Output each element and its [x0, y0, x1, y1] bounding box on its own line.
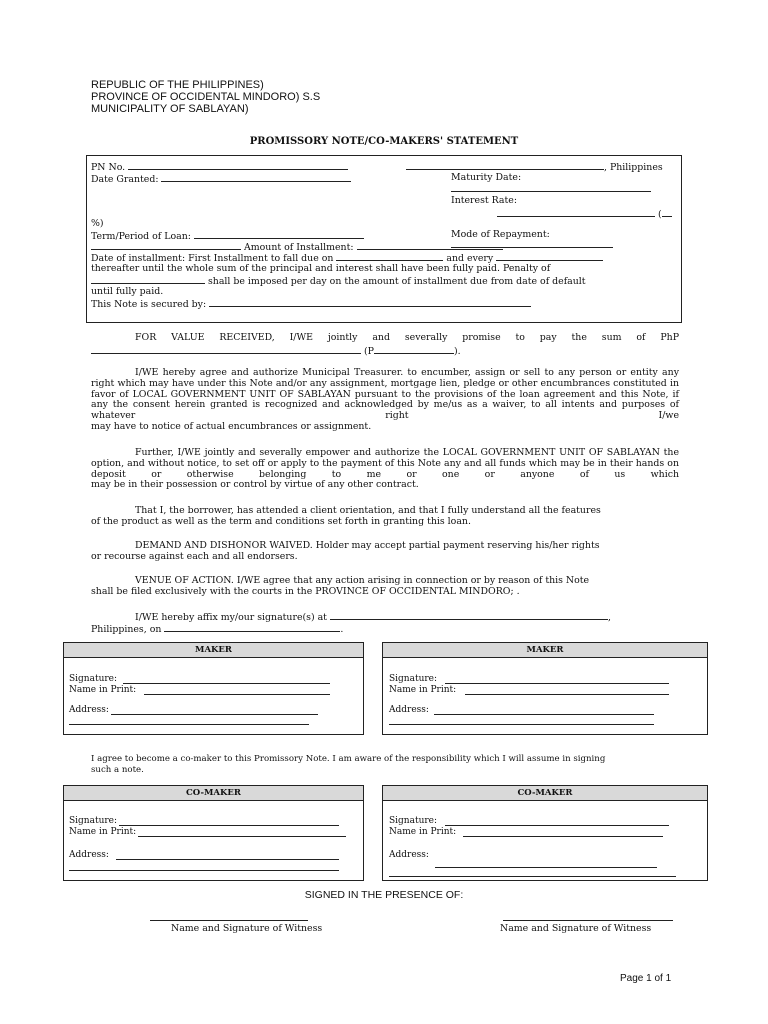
date-installment-label: Date of installment: First Installment to fall due on — [91, 253, 334, 264]
empower-paragraph — [91, 448, 679, 491]
header-line-3: MUNICIPALITY OF SABLAYAN) — [91, 103, 249, 115]
every-field[interactable] — [496, 251, 603, 261]
secured-label: This Note is secured by: — [91, 299, 207, 310]
comaker-1-address-field-2[interactable] — [69, 870, 339, 871]
comaker-1-address-label: Address: — [69, 850, 109, 860]
dishonor-paragraph-end: or recourse against each and all endorsers. — [91, 550, 298, 562]
thereafter-text: thereafter until the whole sum of the principal and interest shall have been fully paid. Penalty of — [91, 263, 551, 274]
interest-paren: ( — [657, 209, 662, 220]
comaker-2-address-label: Address: — [389, 850, 429, 860]
mode-row — [451, 229, 550, 241]
amount-installment-label: Amount of Installment: — [243, 242, 354, 253]
php-paren: (P — [363, 345, 374, 357]
comaker-1-address-field[interactable] — [116, 859, 339, 860]
first-installment-field[interactable] — [336, 251, 443, 261]
php-figure-field[interactable] — [374, 344, 454, 354]
place-field[interactable] — [406, 160, 604, 170]
interest-percent-field[interactable] — [662, 207, 672, 217]
interest-rate-label: Interest Rate: — [451, 195, 517, 206]
dishonor-paragraph-main: DEMAND AND DISHONOR WAIVED. Holder may accept partial payment reserving his/her rights — [135, 540, 600, 551]
maker-box-2-heading: MAKER — [383, 643, 707, 658]
date-granted-row — [91, 172, 351, 186]
orientation-paragraph-end: of the product as well as the term and conditions set forth in granting this loan. — [91, 515, 471, 527]
venue-paragraph-main: VENUE OF ACTION. I/WE agree that any action arising in connection or by reason of this Note — [135, 575, 590, 586]
affix-label: I/WE hereby affix my/our signature(s) at — [135, 612, 327, 623]
page-number: Page 1 of 1 — [620, 973, 672, 984]
comaker-2-name-label: Name in Print: — [389, 827, 457, 837]
maker-2-signature-label: Signature: — [389, 674, 438, 684]
witness-1-label: Name and Signature of Witness — [171, 923, 323, 934]
php-words-field[interactable] — [91, 344, 361, 354]
interest-rate-field[interactable] — [497, 207, 655, 217]
value-received-paragraph — [91, 333, 679, 358]
maker-box-1-heading: MAKER — [64, 643, 363, 658]
comaker-2-signature-label: Signature: — [389, 816, 438, 826]
amount-installment-field[interactable] — [357, 240, 503, 250]
maker-box-2 — [382, 642, 708, 735]
header-line-1: REPUBLIC OF THE PHILIPPINES) — [91, 79, 264, 91]
penalty-row — [91, 274, 586, 288]
authorize-paragraph-end: may have to notice of actual encumbrances or assignment. — [91, 420, 372, 432]
comaker-1-signature-field[interactable] — [119, 825, 339, 826]
header-line-2: PROVINCE OF OCCIDENTAL MINDORO) S.S — [91, 91, 321, 103]
value-received-text: FOR VALUE RECEIVED, I/WE jointly and severally promise to pay the sum of PhP — [135, 332, 679, 343]
comaker-1-name-label: Name in Print: — [69, 827, 137, 837]
date-granted-label: Date Granted: — [91, 174, 159, 185]
philippines-on-label: Philippines, on — [91, 624, 162, 635]
philippines-label: , Philippines — [604, 162, 663, 173]
maker-1-name-label: Name in Print: — [69, 685, 137, 695]
maker-2-signature-field[interactable] — [445, 683, 669, 684]
affix-place-field[interactable] — [330, 610, 608, 620]
maker-2-name-field[interactable] — [465, 694, 669, 695]
installment-prefix-field[interactable] — [91, 240, 241, 250]
philippines-on-row: Philippines, on . — [91, 624, 344, 635]
authorize-paragraph — [91, 368, 679, 433]
maker-2-address-field[interactable] — [434, 714, 654, 715]
imposed-text: shall be imposed per day on the amount of installment due from date of default — [207, 276, 586, 287]
term-field[interactable] — [194, 229, 364, 239]
secured-field[interactable] — [209, 297, 531, 307]
witness-1-signature-line[interactable] — [150, 920, 308, 921]
venue-paragraph-end: shall be filed exclusively with the courts in the PROVINCE OF OCCIDENTAL MINDORO; . — [91, 585, 520, 597]
maker-2-name-label: Name in Print: — [389, 685, 457, 695]
value-received-amount-row — [91, 344, 679, 358]
until-paid-text: until fully paid. — [91, 286, 164, 297]
comaker-box-1-heading: CO-MAKER — [64, 786, 363, 801]
comaker-2-signature-field[interactable] — [445, 825, 669, 826]
comaker-box-2-heading: CO-MAKER — [383, 786, 707, 801]
comaker-agreement — [91, 754, 605, 776]
maker-1-signature-label: Signature: — [69, 674, 118, 684]
pn-no-field[interactable] — [128, 160, 348, 170]
dishonor-paragraph — [91, 541, 679, 563]
comaker-box-2 — [382, 785, 708, 881]
comaker-box-1 — [63, 785, 364, 881]
maker-2-address-label: Address: — [389, 705, 429, 715]
maker-1-name-field[interactable] — [144, 694, 330, 695]
pn-no-label: PN No. — [91, 162, 126, 173]
comaker-2-address-field-2[interactable] — [389, 876, 676, 877]
orientation-paragraph-main: That I, the borrower, has attended a client orientation, and that I fully understand all the features — [135, 505, 601, 516]
penalty-field[interactable] — [91, 274, 205, 284]
maker-2-address-field-2[interactable] — [389, 724, 654, 725]
mode-label: Mode of Repayment: — [451, 229, 550, 240]
venue-paragraph — [91, 576, 679, 598]
empower-paragraph-end: may be in their possession or control by virtue of any other contract. — [91, 479, 419, 491]
comaker-1-name-field[interactable] — [138, 836, 346, 837]
witness-2-signature-line[interactable] — [503, 920, 673, 921]
interest-rate-row — [497, 207, 672, 221]
maker-box-1 — [63, 642, 364, 735]
affix-date-field[interactable] — [164, 622, 340, 632]
percent-label: %) — [91, 218, 104, 229]
empower-paragraph-main: Further, I/WE jointly and severally empower and authorize the LOCAL GOVERNMENT UNIT OF SABLAYAN the option, and without notice, to set off or apply to the payment of this Note any and all funds which may be in their hands on deposit or otherwise belonging to me or one or anyone of us which — [91, 447, 679, 480]
comaker-agreement-line-1: I agree to become a co-maker to this Promissory Note. I am aware of the responsibility which I will assume in signing — [91, 754, 606, 764]
maker-1-address-field-2[interactable] — [69, 724, 309, 725]
authorize-paragraph-main: I/WE hereby agree and authorize Municipal Treasurer. to encumber, assign or sell to any person or entity any right which may have under this Note and/or any assignment, mortgage lien, pledge or other encumbrances constituted in favor of LOCAL GOVERNMENT UNIT OF SABLAYAN pursuant to the provisions of the loan agreement and this Note, if any the consent herein granted is recognized and acknowledged by me/us as a waiver, to all intents and purposes of whatever right I/we — [91, 367, 679, 422]
term-label: Term/Period of Loan: — [91, 231, 191, 242]
witness-2-label: Name and Signature of Witness — [500, 923, 652, 934]
maturity-date-label: Maturity Date: — [451, 172, 522, 183]
orientation-paragraph — [91, 506, 679, 528]
maker-1-address-label: Address: — [69, 705, 109, 715]
affix-row: I/WE hereby affix my/our signature(s) at , — [135, 612, 611, 623]
document-title: PROMISSORY NOTE/CO-MAKERS' STATEMENT — [249, 136, 519, 147]
maker-1-address-field[interactable] — [111, 714, 318, 715]
comaker-1-signature-label: Signature: — [69, 816, 118, 826]
comaker-2-address-field[interactable] — [435, 867, 657, 868]
comaker-2-name-field[interactable] — [463, 836, 663, 837]
php-close: ). — [453, 345, 461, 357]
comaker-agreement-line-2: such a note. — [91, 765, 144, 775]
place-row — [406, 160, 663, 174]
maker-1-signature-field[interactable] — [123, 683, 330, 684]
maturity-date-field[interactable] — [451, 191, 651, 192]
witness-heading: SIGNED IN THE PRESENCE OF: — [304, 889, 464, 901]
and-every-label: and every — [446, 253, 494, 264]
secured-row — [91, 297, 531, 311]
date-granted-field[interactable] — [161, 172, 351, 182]
